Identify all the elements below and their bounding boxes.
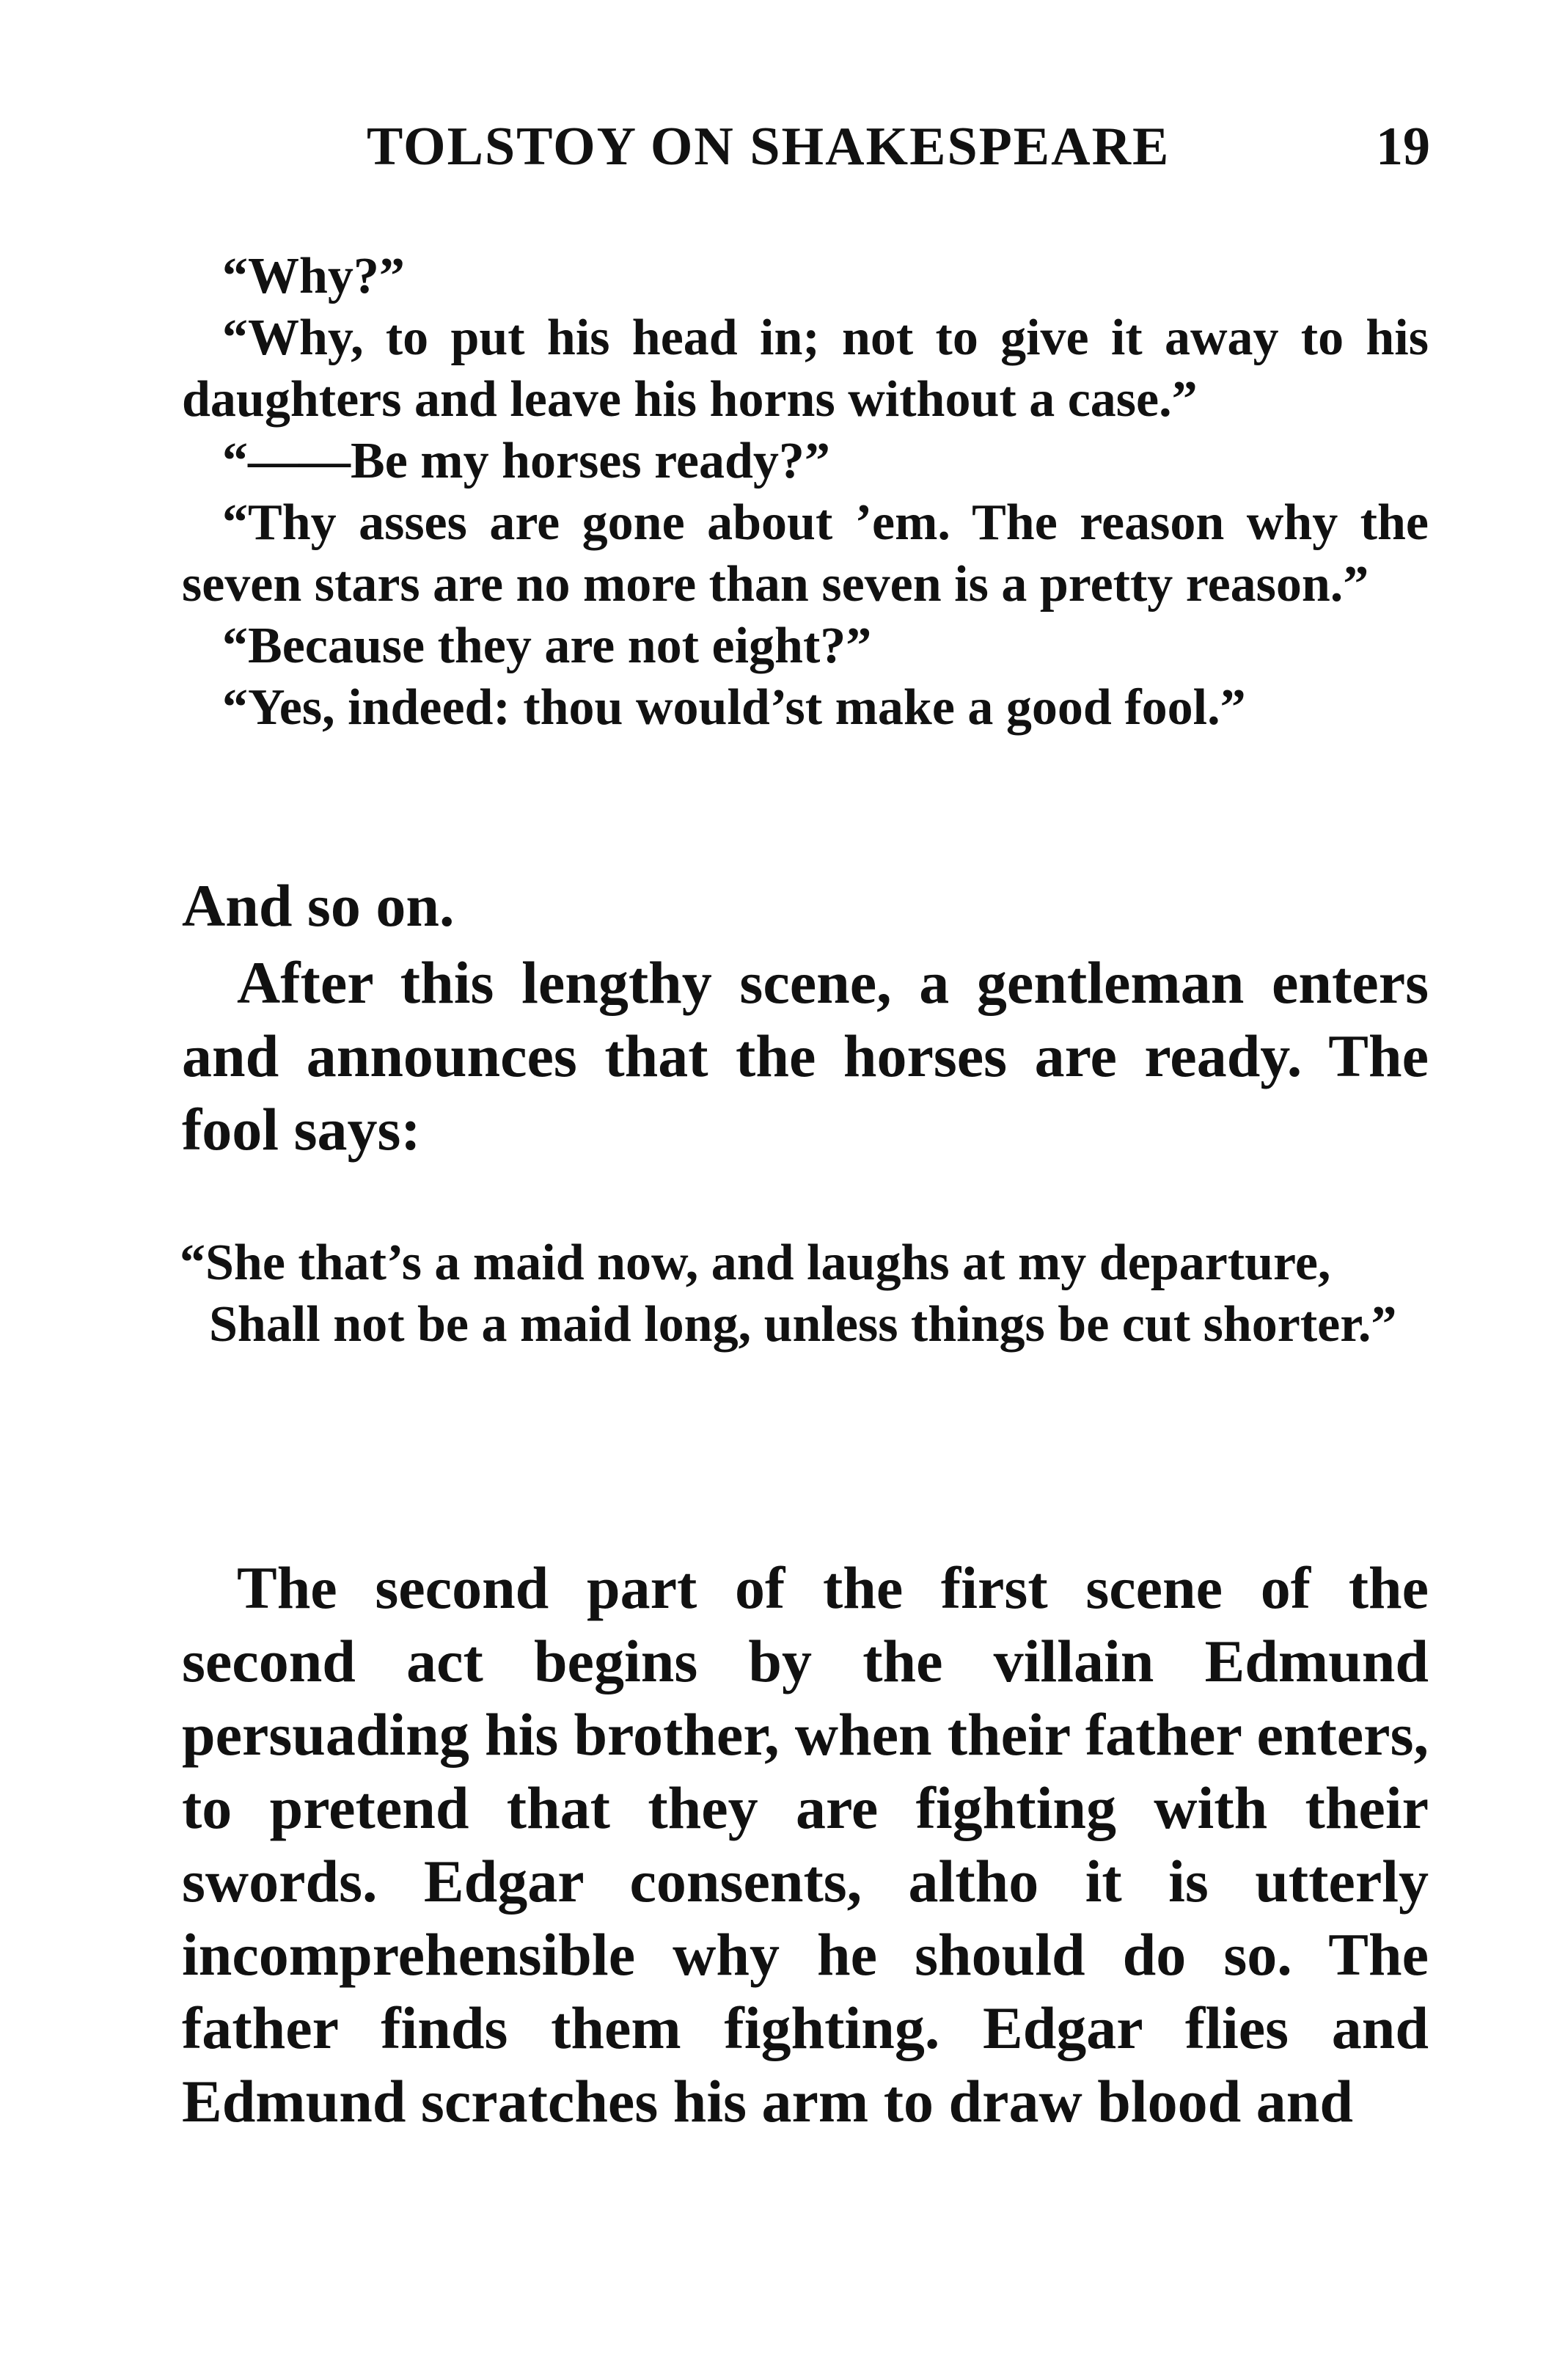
paragraph-text: The second part of the first scene of the second act begins by the villain Edmund persuading his brother, when their father enters, to pretend that they are fighting with their swords. Edgar consents, altho it is utterly incomprehensible why he should do so. The father finds them fighting. Edgar flies and Edmund scratches his arm to draw blood and <box>182 1554 1429 2135</box>
verse-line: “She that’s a maid now, and laughs at my departure, <box>180 1235 1331 1291</box>
dialogue-line: “Why, to put his head in; not to give it away to his daughters and leave his horns without a case.” <box>182 310 1429 428</box>
page-number: 19 <box>1376 117 1430 177</box>
verse-line: Shall not be a maid long, unless things be cut shorter.” <box>209 1296 1397 1353</box>
paragraph-and-so-on <box>182 869 1429 943</box>
running-title: TOLSTOY ON SHAKESPEARE <box>367 117 1170 177</box>
running-head <box>367 110 1430 191</box>
dialogue-line: “Yes, indeed: thou would’st make a good fool.” <box>222 679 1246 736</box>
dialogue-block <box>182 246 1429 739</box>
verse-quotation <box>176 1232 1437 1356</box>
dialogue-line: “Thy asses are gone about ’em. The reason why the seven stars are no more than seven is a pretty reason.” <box>182 494 1429 613</box>
paragraph-second-part <box>182 1551 1429 2138</box>
paragraph-text: And so on. <box>182 872 455 939</box>
paragraph-gentleman-enters <box>182 946 1429 1166</box>
paragraph-text: After this lengthy scene, a gentleman enters and announces that the horses are ready. The fool says: <box>182 949 1429 1163</box>
dialogue-line: “Why?” <box>222 248 405 304</box>
dialogue-line: “——Be my horses ready?” <box>222 433 830 489</box>
dialogue-line: “Because they are not eight?” <box>222 618 872 674</box>
